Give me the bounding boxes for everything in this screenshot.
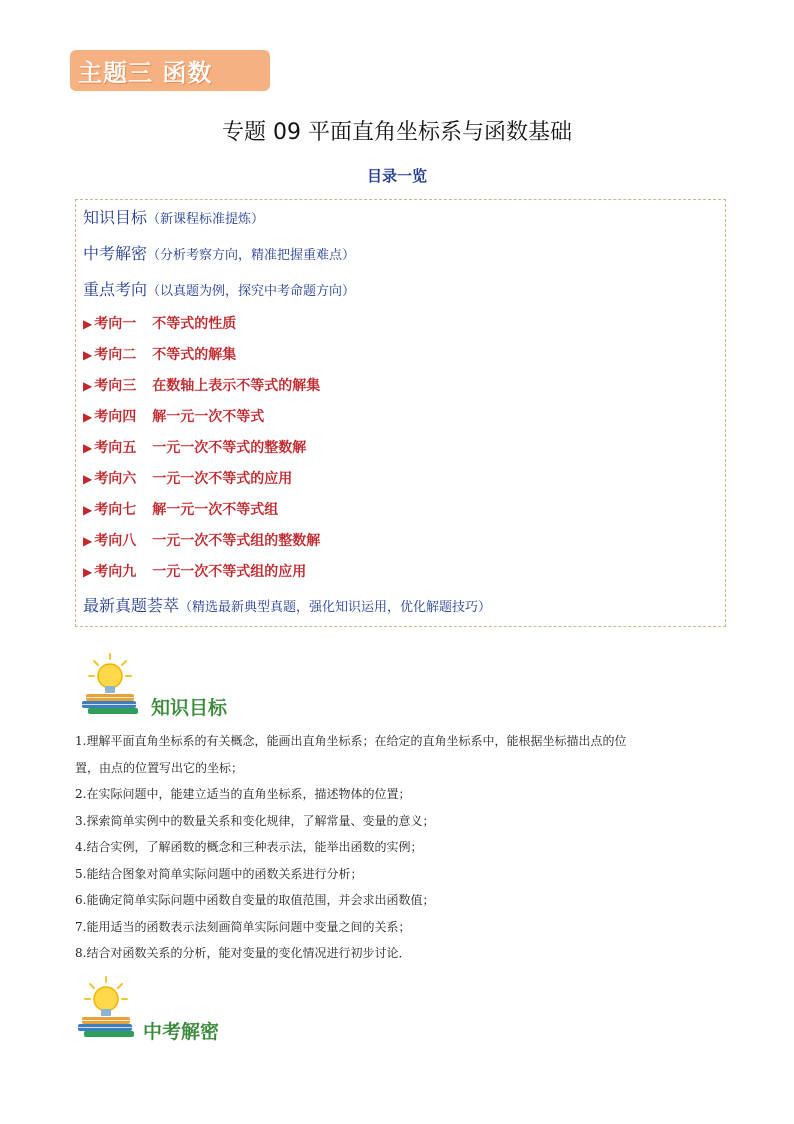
exam-analysis-heading: 中考解密 bbox=[143, 1021, 220, 1043]
triangle-right-icon: ▶ bbox=[83, 348, 93, 362]
toc-section-title: 重点考向 bbox=[83, 280, 148, 299]
triangle-right-icon: ▶ bbox=[83, 565, 93, 579]
toc-section-note: （以真题为例，探究中考命题方向） bbox=[147, 284, 356, 299]
toc-section-title: 中考解密 bbox=[83, 244, 148, 263]
list-item: 置，由点的位置写出它的坐标； bbox=[75, 760, 244, 775]
knowledge-goals-list bbox=[75, 728, 725, 967]
triangle-right-icon: ▶ bbox=[83, 441, 93, 455]
toc-item[interactable]: ▶ 考向三 在数轴上表示不等式的解集 bbox=[83, 378, 321, 394]
toc-section-note: （精选最新典型真题，强化知识运用，优化解题技巧） bbox=[179, 600, 492, 615]
triangle-right-icon: ▶ bbox=[83, 379, 93, 393]
toc-item[interactable]: ▶ 考向七 解一元一次不等式组 bbox=[83, 502, 279, 518]
triangle-right-icon: ▶ bbox=[83, 472, 93, 486]
list-item: 7.能用适当的函数表示法刻画简单实际问题中变量之间的关系； bbox=[75, 919, 411, 934]
toc-section-title: 最新真题荟萃 bbox=[83, 596, 180, 615]
list-item: 1.理解平面直角坐标系的有关概念，能画出直角坐标系；在给定的直角坐标系中，能根据坐标描出点的位 bbox=[75, 734, 627, 748]
toc-section-note: （新课程标准提炼） bbox=[147, 212, 265, 227]
list-item: 6.能确定简单实际问题中函数自变量的取值范围，并会求出函数值； bbox=[75, 893, 435, 907]
toc-item[interactable]: ▶ 考向一 不等式的性质 bbox=[83, 316, 237, 332]
triangle-right-icon: ▶ bbox=[83, 503, 93, 517]
toc-box bbox=[75, 199, 726, 627]
lightbulb-books-icon bbox=[76, 975, 142, 1041]
document-title: 专题 09 平面直角坐标系与函数基础 bbox=[222, 120, 572, 145]
theme-badge bbox=[70, 50, 270, 91]
list-item: 5.能结合图象对简单实际问题中的函数关系进行分析； bbox=[75, 866, 363, 881]
toc-item[interactable]: ▶ 考向二 不等式的解集 bbox=[83, 347, 237, 363]
toc-item[interactable]: ▶ 考向四 解一元一次不等式 bbox=[83, 409, 265, 425]
triangle-right-icon: ▶ bbox=[83, 410, 93, 424]
toc-section-focus[interactable] bbox=[83, 277, 355, 300]
triangle-right-icon: ▶ bbox=[83, 317, 93, 331]
list-item: 2.在实际问题中，能建立适当的直角坐标系，描述物体的位置； bbox=[75, 787, 411, 801]
list-item: 8.结合对函数关系的分析，能对变量的变化情况进行初步讨论． bbox=[75, 946, 411, 960]
toc-item[interactable]: ▶ 考向八 一元一次不等式组的整数解 bbox=[83, 533, 321, 549]
triangle-right-icon: ▶ bbox=[83, 534, 93, 548]
toc-section-exam[interactable] bbox=[83, 241, 355, 264]
knowledge-goals-heading: 知识目标 bbox=[151, 697, 228, 719]
toc-section-note: （分析考察方向，精准把握重难点） bbox=[147, 248, 356, 263]
list-item: 3.探索简单实例中的数量关系和变化规律，了解常量、变量的意义； bbox=[75, 813, 435, 828]
toc-section-latest[interactable] bbox=[83, 593, 491, 616]
lightbulb-books-icon bbox=[80, 652, 146, 718]
toc-section-title: 知识目标 bbox=[83, 208, 148, 227]
toc-item[interactable]: ▶ 考向五 一元一次不等式的整数解 bbox=[83, 440, 307, 456]
list-item: 4.结合实例，了解函数的概念和三种表示法，能举出函数的实例； bbox=[75, 840, 423, 854]
toc-item[interactable]: ▶ 考向六 一元一次不等式的应用 bbox=[83, 471, 293, 487]
toc-item[interactable]: ▶ 考向九 一元一次不等式组的应用 bbox=[83, 564, 307, 580]
toc-heading: 目录一览 bbox=[366, 167, 427, 185]
toc-section-knowledge[interactable] bbox=[83, 205, 264, 228]
theme-badge-text: 主题三 函数 bbox=[78, 59, 213, 87]
